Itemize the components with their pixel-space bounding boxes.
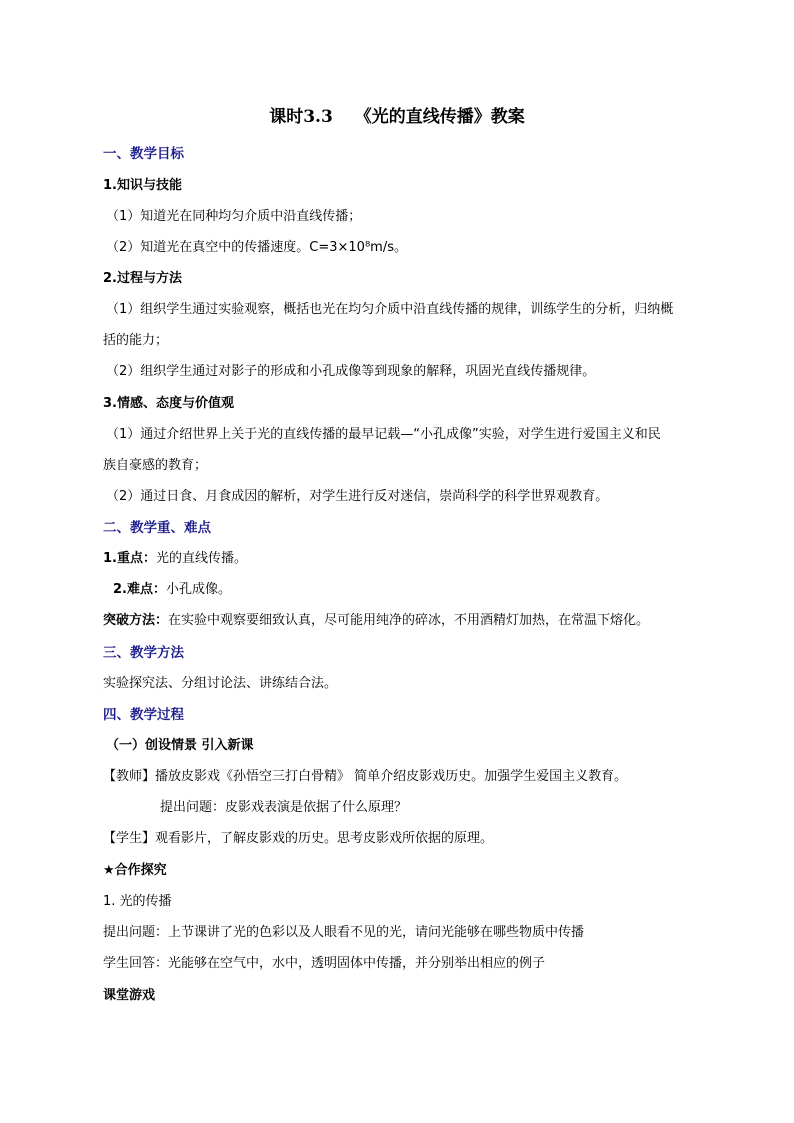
breakthrough-method-text: 在实验中观察要细致认真，尽可能用纯净的碎冰，不用酒精灯加热，在常温下熔化。 — [168, 613, 650, 628]
key-point-line — [103, 551, 723, 567]
subheading-knowledge-skills: 1.知识与技能 — [103, 178, 182, 193]
section-heading-teaching-methods: 三、教学方法 — [103, 645, 184, 661]
breakthrough-method-label: 突破方法： — [103, 613, 169, 628]
key-point-text: 光的直线传播。 — [155, 551, 247, 566]
title-lesson-number: 课时3.3 — [269, 107, 333, 127]
subheading-attitude-values: 3.情感、态度与价值观 — [103, 396, 234, 411]
breakthrough-method-line — [103, 613, 723, 629]
paragraph: 实验探究法、分组讨论法、讲练结合法。 — [103, 676, 338, 691]
paragraph: （1）组织学生通过实验观察，概括也光在均匀介质中沿直线传播的规律，训练学生的分析，归纳概 — [106, 302, 674, 317]
paragraph: （2）组织学生通过对影子的形成和小孔成像等到现象的解释，巩固光直线传播规律。 — [106, 364, 596, 379]
section-heading-objectives: 一、教学目标 — [103, 146, 184, 162]
paragraph: （2）知道光在真空中的传播速度。C=3×10⁸m/s。 — [106, 240, 407, 255]
paragraph: 提出问题：上节课讲了光的色彩以及人眼看不见的光，请问光能够在哪些物质中传播 — [103, 925, 585, 940]
subheading-classroom-game: 课堂游戏 — [103, 988, 156, 1003]
subheading-process-methods: 2.过程与方法 — [103, 271, 182, 286]
paragraph: 族自豪感的教育； — [103, 458, 208, 473]
paragraph: 括的能力； — [103, 333, 169, 348]
paragraph: 学生回答：光能够在空气中，水中，透明固体中传播，并分别举出相应的例子 — [103, 956, 546, 971]
difficulty-label: 2.难点： — [113, 582, 166, 597]
page-title — [0, 106, 794, 128]
key-point-label: 1.重点： — [103, 551, 156, 566]
teacher-paragraph: 【教师】播放皮影戏《孙悟空三打白骨精》 简单介绍皮影戏历史。加强学生爱国主义教育。 — [103, 769, 628, 784]
section-heading-key-points: 二、教学重、难点 — [103, 520, 211, 536]
difficulty-text: 小孔成像。 — [165, 582, 231, 597]
paragraph: （1）知道光在同种均匀介质中沿直线传播； — [106, 209, 362, 224]
question-paragraph: 提出问题：皮影戏表演是依据了什么原理？ — [160, 800, 408, 815]
subheading-cooperative-inquiry: ★合作探究 — [103, 863, 167, 878]
title-lesson-name: 《光的直线传播》教案 — [354, 107, 525, 127]
student-paragraph: 【学生】观看影片，了解皮影戏的历史。思考皮影戏所依据的原理。 — [103, 831, 494, 846]
paragraph: 1. 光的传播 — [103, 894, 172, 909]
subheading-introduction: （一）创设情景 引入新课 — [106, 738, 254, 753]
section-heading-teaching-process: 四、教学过程 — [103, 707, 184, 723]
difficulty-line — [113, 582, 733, 598]
paragraph: （2）通过日食、月食成因的解析，对学生进行反对迷信，崇尚科学的科学世界观教育。 — [106, 489, 609, 504]
paragraph: （1）通过介绍世界上关于光的直线传播的最早记载—“小孔成像”实验，对学生进行爱国主义和民 — [106, 427, 661, 442]
